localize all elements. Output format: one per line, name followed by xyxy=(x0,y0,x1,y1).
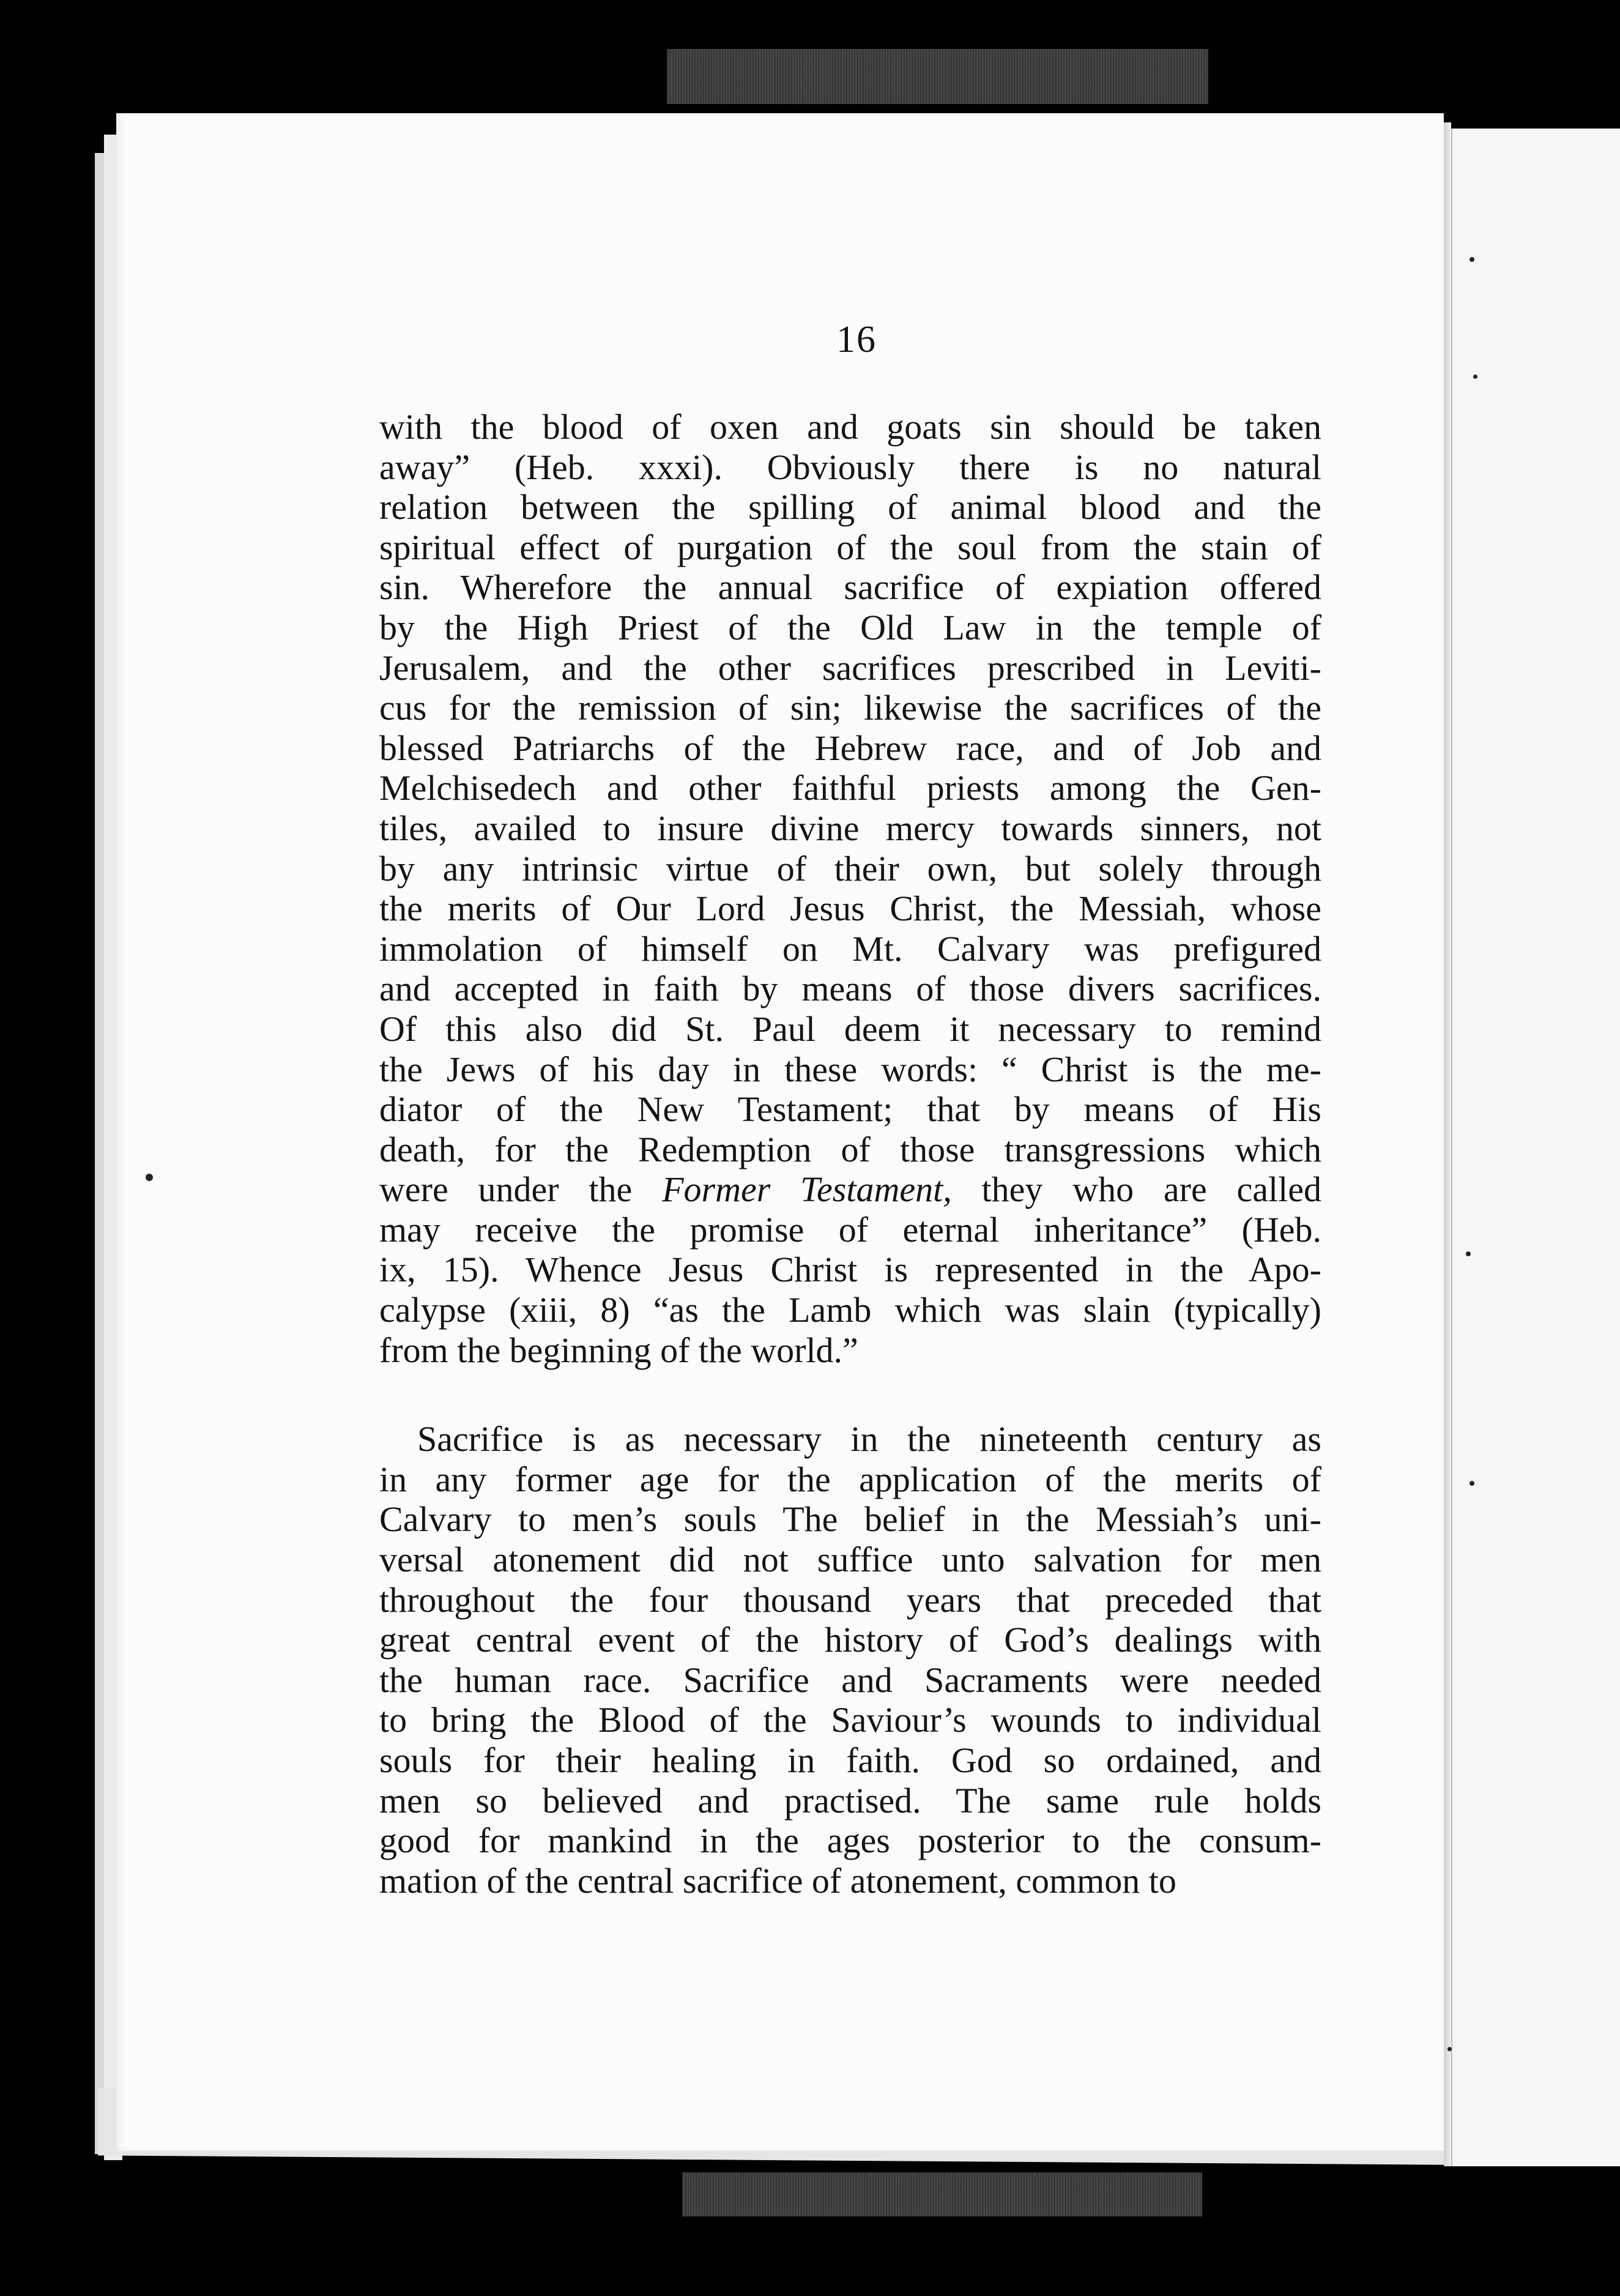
text-line: Calvary to men’s souls The belief in the Messiah’s uni- xyxy=(379,1499,1321,1540)
text-line: to bring the Blood of the Saviour’s wounds to individual xyxy=(379,1700,1321,1740)
text-line: good for mankind in the ages posterior to the consum- xyxy=(379,1821,1321,1861)
text-line: Of this also did St. Paul deem it necessary to remind xyxy=(379,1008,1321,1049)
text-line: blessed Patriarchs of the Hebrew race, and of Job and xyxy=(379,728,1321,768)
scan-speck xyxy=(1447,2047,1452,2051)
text-line: great central event of the history of God’s dealings with xyxy=(379,1620,1321,1660)
text-line: the merits of Our Lord Jesus Christ, the Messiah, whose xyxy=(379,889,1321,929)
facing-page xyxy=(1450,129,1620,2166)
text-line: from the beginning of the world.” xyxy=(379,1330,858,1370)
text-line: spiritual effect of purgation of the soul from the stain of xyxy=(379,527,1321,567)
page-fold xyxy=(1444,122,1451,2166)
text-line: death, for the Redemption of those transgressions which xyxy=(379,1129,1321,1169)
text-line: men so believed and practised. The same rule holds xyxy=(379,1780,1321,1821)
scan-bar-bottom xyxy=(682,2172,1202,2216)
paragraph-2 xyxy=(379,1419,1321,1901)
text-line: with the blood of oxen and goats sin should be taken xyxy=(379,407,1321,447)
text-line: diator of the New Testament; that by means of His xyxy=(379,1089,1321,1130)
text-line: cus for the remission of sin; likewise the sacrifices of the xyxy=(379,688,1321,728)
text-line xyxy=(379,1169,1321,1210)
text-line: by any intrinsic virtue of their own, but solely through xyxy=(379,848,1321,889)
paragraph-gap xyxy=(379,1370,1321,1419)
text-line: throughout the four thousand years that preceded that xyxy=(379,1579,1321,1620)
scan-speck xyxy=(1473,375,1477,379)
text-line: Sacrifice is as necessary in the nineteenth century as xyxy=(417,1419,1321,1459)
scan-speck xyxy=(1470,1481,1474,1486)
text-line: the human race. Sacrifice and Sacraments were needed xyxy=(379,1660,1321,1700)
text-line: sin. Wherefore the annual sacrifice of expiation offered xyxy=(379,567,1321,608)
text-line: Melchisedech and other faithful priests among the Gen- xyxy=(379,768,1321,808)
text-line: by the High Priest of the Old Law in the temple of xyxy=(379,607,1321,647)
scan-bar-top xyxy=(667,49,1208,104)
text-line: souls for their healing in faith. God so ordained, and xyxy=(379,1740,1321,1780)
text-line: in any former age for the application of the merits of xyxy=(379,1459,1321,1499)
text-line: ix, 15). Whence Jesus Christ is represented in the Apo- xyxy=(379,1250,1321,1290)
scan-speck xyxy=(1470,257,1474,262)
scan-speck xyxy=(1466,1251,1471,1256)
page-number: 16 xyxy=(836,319,877,360)
text-run: they who are called xyxy=(951,1169,1321,1210)
scan-speck xyxy=(146,1174,153,1181)
text-line: versal atonement did not suffice unto salvation for men xyxy=(379,1540,1321,1580)
text-line: the Jews of his day in these words: “ Christ is the me- xyxy=(379,1049,1321,1089)
text-line: tiles, availed to insure divine mercy towards sinners, not xyxy=(379,808,1321,848)
paragraph-1 xyxy=(379,407,1321,1370)
body-text xyxy=(379,407,1321,1901)
text-line: and accepted in faith by means of those divers sacrifices. xyxy=(379,969,1321,1009)
italic-phrase: Former Testament, xyxy=(662,1169,952,1210)
text-line: calypse (xiii, 8) “as the Lamb which was slain (typically) xyxy=(379,1290,1321,1330)
text-line: may receive the promise of eternal inheritance” (Heb. xyxy=(379,1209,1321,1250)
text-line: Jerusalem, and the other sacrifices prescribed in Leviti- xyxy=(379,647,1321,688)
text-line: away” (Heb. xxxi). Obviously there is no natural xyxy=(379,447,1321,487)
text-line: relation between the spilling of animal blood and the xyxy=(379,487,1321,527)
text-run: were under the xyxy=(379,1169,663,1210)
text-line: mation of the central sacrifice of atonement, common to xyxy=(379,1860,1176,1901)
text-line: immolation of himself on Mt. Calvary was prefigured xyxy=(379,928,1321,969)
